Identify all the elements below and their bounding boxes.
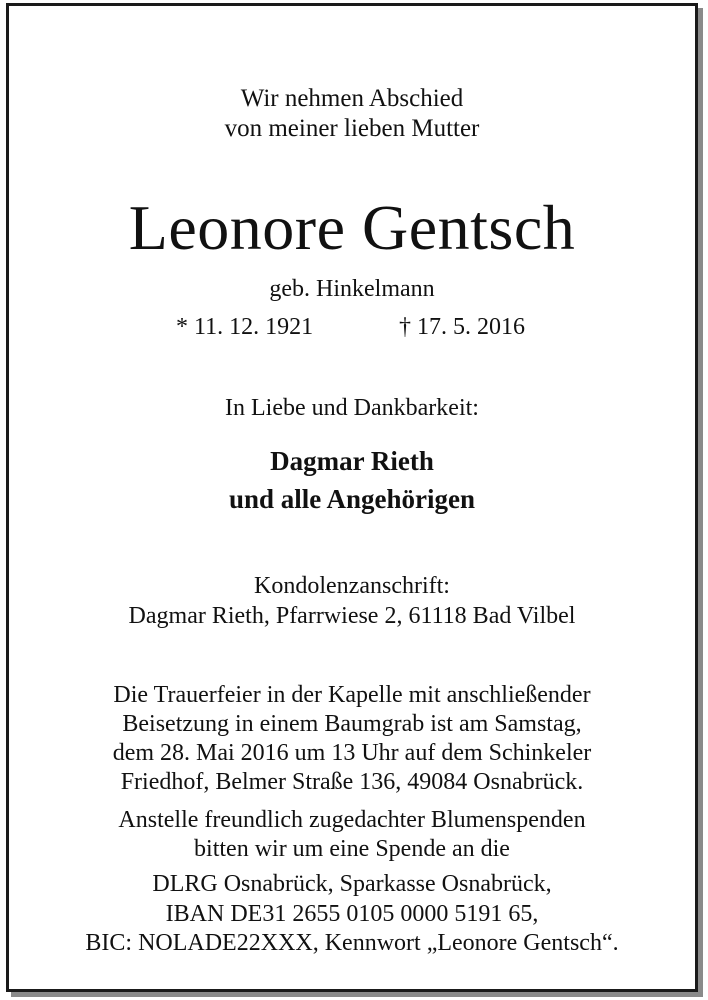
ceremony-line: Beisetzung in einem Baumgrab ist am Samstag, xyxy=(122,711,582,737)
donation-line: IBAN DE31 2655 0105 0000 5191 65, xyxy=(165,901,539,927)
death-date: † 17. 5. 2016 xyxy=(399,314,525,340)
ceremony-line: Die Trauerfeier in der Kapelle mit anschließender xyxy=(113,682,591,708)
condolence-label: Kondolenzanschrift: xyxy=(254,573,450,599)
intro-line-2: von meiner lieben Mutter xyxy=(224,115,480,142)
gratitude-text: In Liebe und Dankbarkeit: xyxy=(225,395,479,421)
mourner-name: Dagmar Rieth xyxy=(270,446,434,476)
intro-line-1: Wir nehmen Abschied xyxy=(240,85,464,112)
donation-line: Anstelle freundlich zugedachter Blumenspenden xyxy=(118,807,586,833)
maiden-name: geb. Hinkelmann xyxy=(269,276,435,302)
donation-line: DLRG Osnabrück, Sparkasse Osnabrück, xyxy=(152,871,552,897)
donation-line: BIC: NOLADE22XXX, Kennwort „Leonore Gentsch“. xyxy=(85,930,619,956)
birth-date: * 11. 12. 1921 xyxy=(176,314,314,340)
ceremony-line: dem 28. Mai 2016 um 13 Uhr auf dem Schinkeler xyxy=(112,740,592,766)
deceased-name: Leonore Gentsch xyxy=(128,192,576,263)
condolence-address: Dagmar Rieth, Pfarrwiese 2, 61118 Bad Vilbel xyxy=(128,603,576,629)
life-dates xyxy=(9,312,695,342)
obituary-notice-frame xyxy=(6,3,698,992)
ceremony-line: Friedhof, Belmer Straße 136, 49084 Osnabrück. xyxy=(120,769,584,795)
donation-line: bitten wir um eine Spende an die xyxy=(194,836,510,862)
mourner-relatives: und alle Angehörigen xyxy=(228,484,476,514)
